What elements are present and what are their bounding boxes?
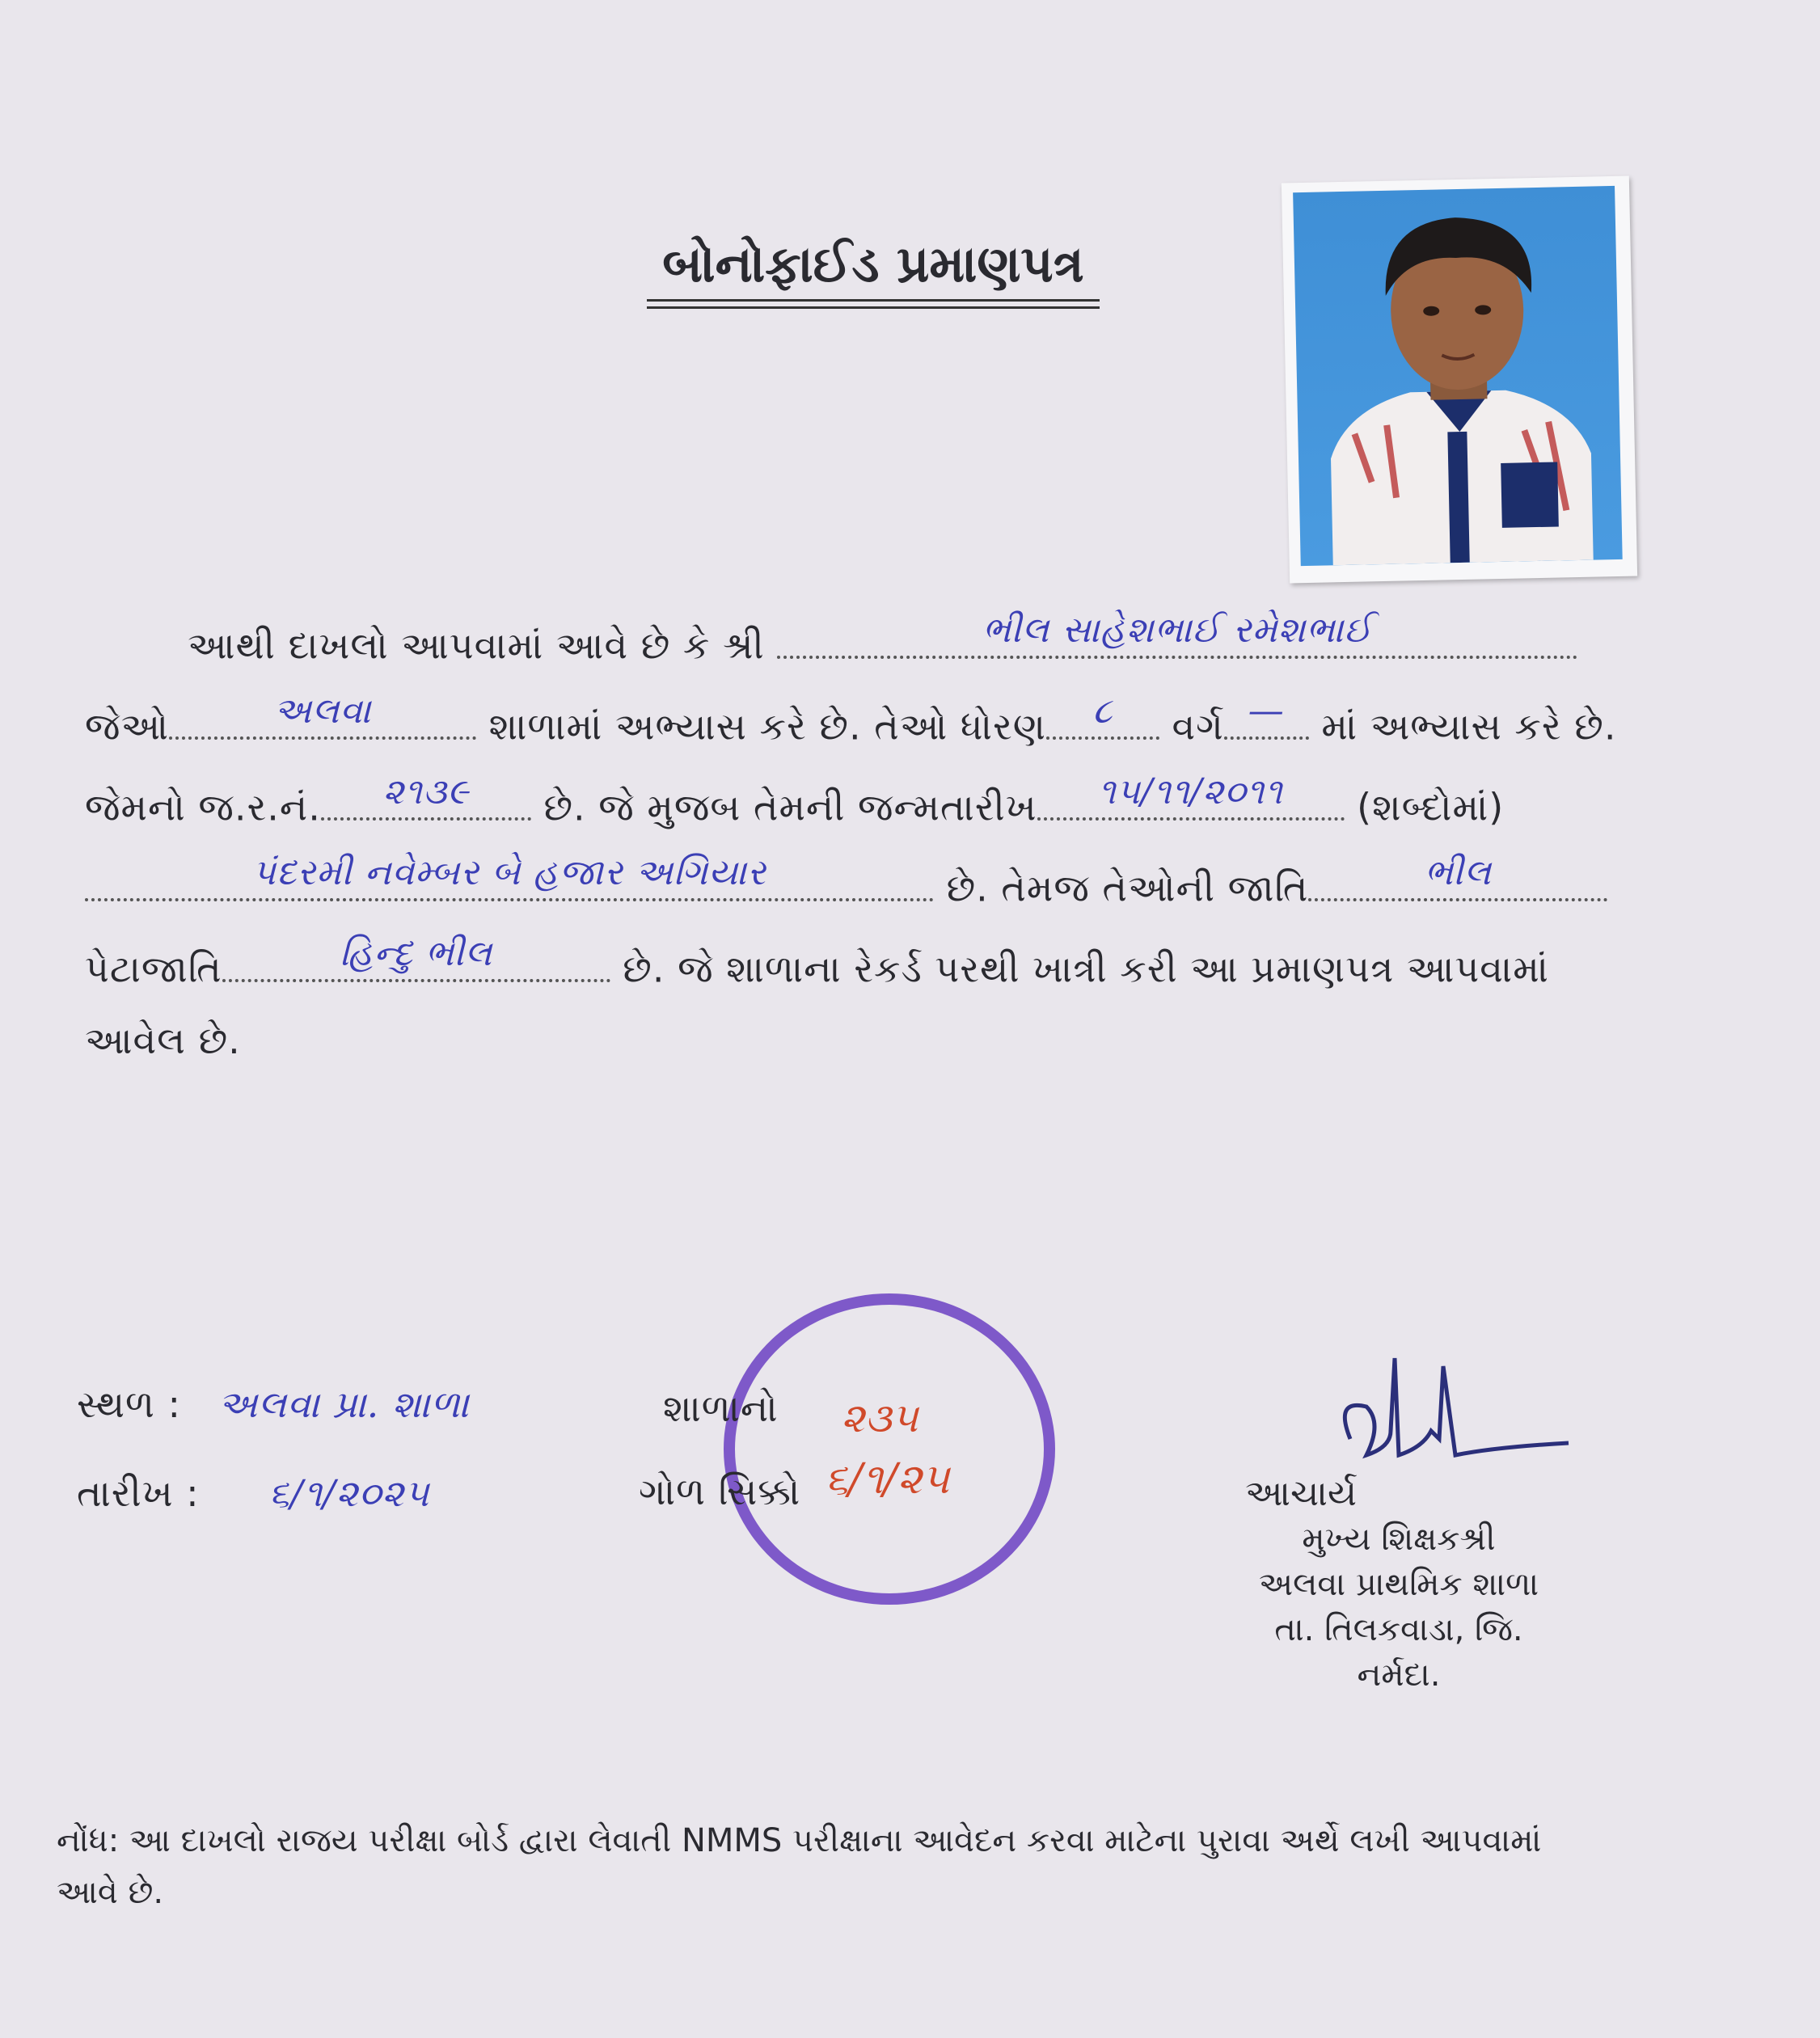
signature-role: આચાર્ય <box>1245 1473 1357 1514</box>
stamp-number: ૨૩૫ <box>841 1395 918 1441</box>
div-value: — <box>1248 690 1285 732</box>
text-subcaste-prefix: પેટાજાતિ <box>85 947 222 991</box>
text-suffix: માં અભ્યાસ કરે છે. <box>1321 704 1617 749</box>
dob-field <box>1037 770 1345 821</box>
stamp-label-1: શાળાનો <box>663 1386 779 1430</box>
subcaste-field <box>222 932 610 982</box>
school-name: અલવા <box>273 690 372 732</box>
date-row <box>77 1471 429 1517</box>
dob-words-value: પંદરમી નવેમ્બર બે હજાર અગિયાર <box>252 851 766 893</box>
place-value: અલવા પ્રા. શાળા <box>217 1382 470 1426</box>
text-varg: વર્ગ <box>1172 704 1224 749</box>
school-round-stamp <box>724 1293 1055 1605</box>
signature-line-3: તા. તિલકવાડા, જિ. નર્મદા. <box>1274 1611 1523 1694</box>
signature-block <box>1237 1471 1560 1698</box>
text-in-words: (શબ્દોમાં) <box>1357 785 1505 829</box>
div-field <box>1224 690 1309 740</box>
line-6: આવેલ છે. <box>85 1019 241 1062</box>
text-grno-prefix: જેમનો જ.ર.નં. <box>85 785 321 829</box>
signature-line-2: અલવા પ્રાથમિક શાળા <box>1258 1566 1539 1603</box>
text-jeo: જેઓ <box>85 704 170 749</box>
place-row <box>77 1382 470 1428</box>
std-field <box>1046 690 1159 740</box>
text-prefix: આથી દાખલો આપવામાં આવે છે કે શ્રી <box>188 623 765 668</box>
subcaste-value: હિન્દુ ભીલ <box>340 932 493 974</box>
student-name: ભીલ સાહેશભાઈ રમેશભાઈ <box>982 609 1373 651</box>
line-1 <box>188 609 1577 669</box>
dob-words-field <box>85 851 934 901</box>
footnote: નોંધ: આ દાખલો રાજય પરીક્ષા બોર્ડ દ્વારા લેવાતી NMMS પરીક્ષાના આવેદન કરવા માટેના પુરાવા અર્થે લખી આપવામાં આવે છે. <box>57 1822 1542 1911</box>
std-value: ૮ <box>1092 690 1113 732</box>
text-record: છે. જે શાળાના રેકર્ડ પરથી ખાત્રી કરી આ પ્રમાણપત્ર આપવામાં <box>623 947 1549 991</box>
stamp-label-2: ગોળ સિક્કો <box>639 1470 801 1513</box>
signature-line-1: મુખ્ય શિક્ષકશ્રી <box>1302 1521 1496 1558</box>
text-caste-prefix: છે. તેમજ તેઓની જાતિ <box>946 866 1309 910</box>
student-portrait <box>1293 186 1623 566</box>
line-2 <box>85 690 1617 750</box>
place-label: સ્થળ : <box>77 1382 182 1426</box>
caste-field <box>1308 851 1607 901</box>
grno-value: ૨૧૩૯ <box>382 770 470 812</box>
principal-signature <box>1318 1350 1577 1487</box>
name-field <box>777 609 1577 659</box>
dob-value: ૧૫/૧૧/૨૦૧૧ <box>1098 770 1283 812</box>
date-label: તારીખ : <box>77 1471 200 1515</box>
text-dob-prefix: છે. જે મુજબ તેમની જન્મતારીખ <box>543 785 1037 829</box>
school-field <box>169 690 476 740</box>
line-5 <box>85 932 1549 993</box>
text-std-prefix: શાળામાં અભ્યાસ કરે છે. તેઓ ધોરણ <box>488 704 1046 749</box>
grno-field <box>321 770 531 821</box>
photo-image <box>1293 186 1623 566</box>
stamp-date: ૬/૧/૨૫ <box>825 1455 950 1504</box>
line-3 <box>85 770 1505 831</box>
student-photo <box>1282 176 1637 584</box>
date-value: ૬/૧/૨૦૨૫ <box>268 1471 430 1515</box>
certificate-title: બોનોફાઈડ પ્રમાણપત્ર <box>647 234 1100 302</box>
line-4 <box>85 851 1607 912</box>
caste-value: ભીલ <box>1424 851 1492 893</box>
